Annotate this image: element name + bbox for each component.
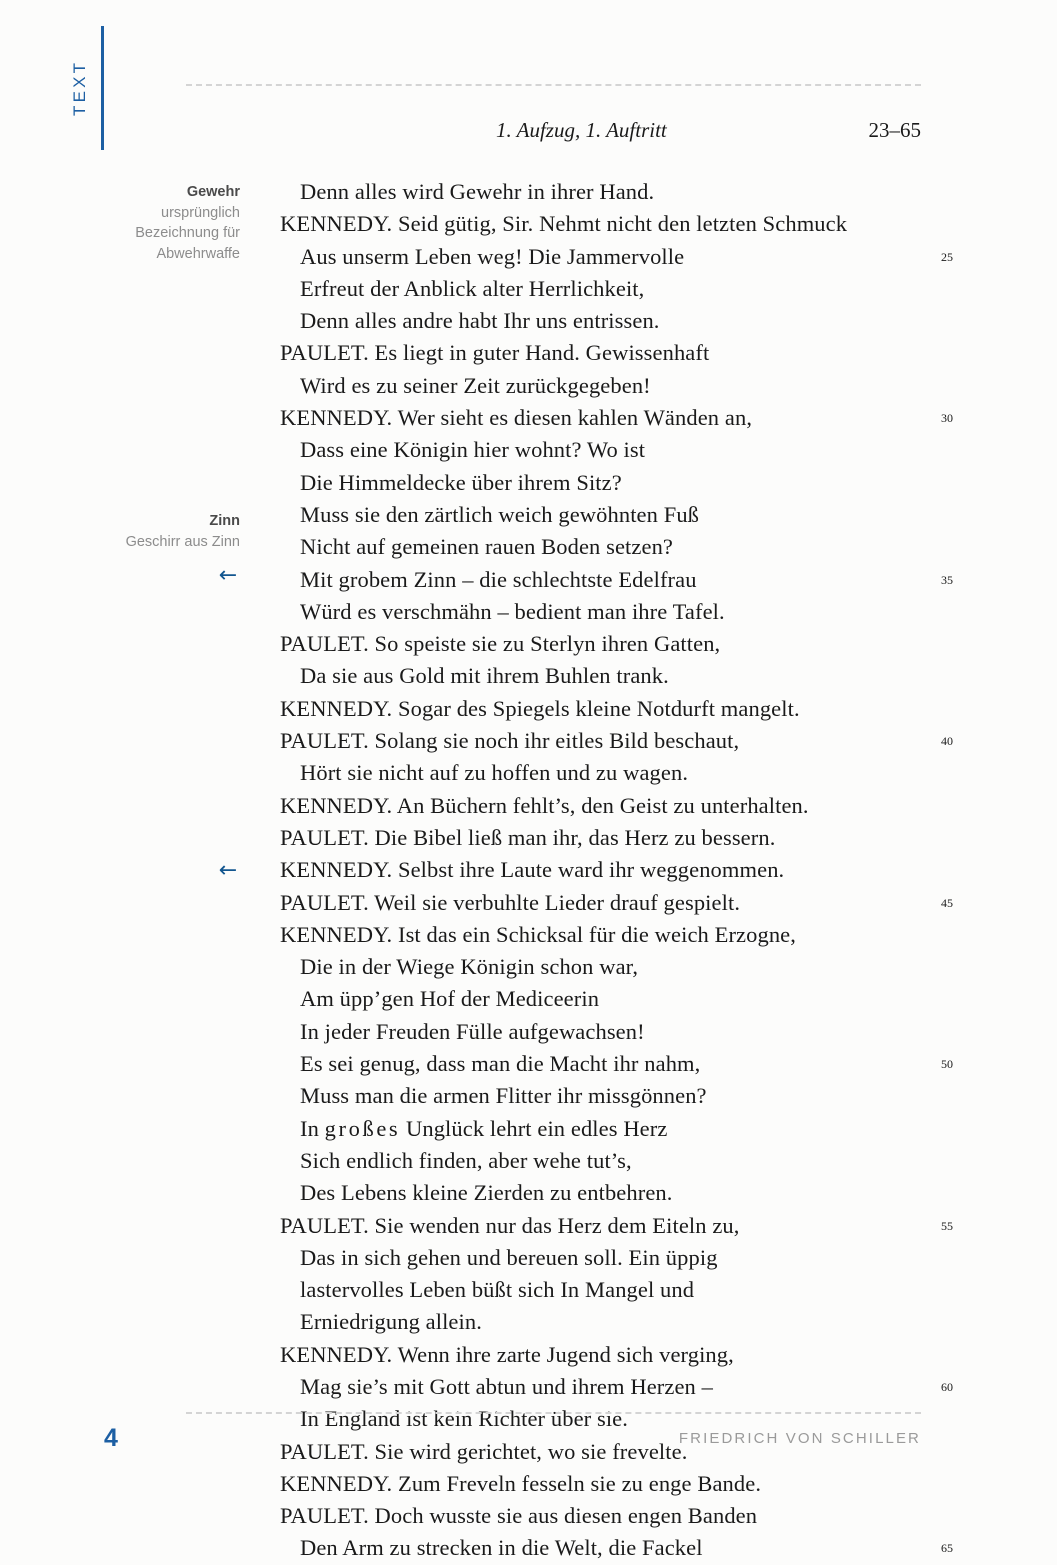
verse-text: Die in der Wiege Königin schon war, — [300, 954, 639, 980]
verse-text: PAULET. Sie wird gerichtet, wo sie frevelte. — [280, 1438, 688, 1464]
section-tab-label: TEXT — [70, 59, 89, 117]
verse-line — [0, 1500, 1057, 1532]
verse-text: Am üpp’gen Hof der Mediceerin — [300, 986, 600, 1012]
verse-line — [0, 1145, 1057, 1177]
verse-text: KENNEDY. An Büchern fehlt’s, den Geist zu unterhalten. — [280, 792, 809, 818]
verse-line — [0, 790, 1057, 822]
verse-line — [0, 854, 1057, 886]
verse-line-number: 40 — [941, 734, 953, 749]
verse-text: KENNEDY. Wenn ihre zarte Jugend sich verging, — [280, 1341, 734, 1367]
verse-text: KENNEDY. Zum Freveln fesseln sie zu enge Bande. — [280, 1470, 762, 1496]
verse-text: Mag sie’s mit Gott abtun und ihrem Herzen – — [300, 1373, 713, 1399]
verse-line — [0, 434, 1057, 466]
verse-line — [0, 822, 1057, 854]
running-head-title: 1. Aufzug, 1. Auftritt — [496, 118, 667, 142]
footer-author: FRIEDRICH VON SCHILLER — [678, 1430, 921, 1447]
verse-line — [0, 305, 1057, 337]
verse-line — [0, 1177, 1057, 1209]
gloss-definition-line: Bezeichnung für — [135, 225, 240, 241]
verse-text: PAULET. Es liegt in guter Hand. Gewissenhaft — [280, 340, 710, 366]
section-tab-rule — [101, 26, 104, 150]
section-tab — [44, 26, 104, 150]
verse-text: Die Himmeldecke über ihrem Sitz? — [300, 469, 622, 495]
verse-line — [0, 273, 1057, 305]
verse-text: Aus unserm Leben weg! Die Jammervolle — [300, 243, 685, 269]
gloss-definition-line: ursprünglich — [161, 204, 240, 221]
running-head — [186, 118, 921, 148]
verse-line — [0, 1113, 1057, 1145]
left-arrow-icon: ← — [218, 858, 238, 883]
verse-text: Muss man die armen Flitter ihr missgönnen? — [300, 1083, 707, 1109]
verse-line — [0, 919, 1057, 951]
verse-line — [0, 1532, 1057, 1564]
verse-line — [0, 596, 1057, 628]
verse-text: PAULET. Die Bibel ließ man ihr, das Herz zu bessern. — [280, 824, 776, 850]
page-number: 4 — [104, 1424, 118, 1452]
verse-text: Würd es verschmähn – bedient man ihre Tafel. — [300, 598, 725, 624]
verse-line — [0, 370, 1057, 402]
verse-line — [0, 693, 1057, 725]
verse-text: PAULET. Solang sie noch ihr eitles Bild beschaut, — [280, 728, 740, 754]
verse-text: Muss sie den zärtlich weich gewöhnten Fuß — [300, 501, 700, 527]
verse-text: Wird es zu seiner Zeit zurückgegeben! — [300, 372, 651, 398]
verse-line — [0, 1048, 1057, 1080]
verse-text: In England ist kein Richter über sie. — [300, 1406, 628, 1432]
gloss-definition-line: Geschirr aus Zinn — [125, 533, 240, 550]
verse-line — [0, 1210, 1057, 1242]
verse-line — [0, 1274, 1057, 1306]
header-divider — [186, 84, 921, 86]
verse-line-number: 60 — [941, 1379, 953, 1394]
verse-text: KENNEDY. Sogar des Spiegels kleine Notdurft mangelt. — [280, 695, 800, 721]
verse-line — [0, 887, 1057, 919]
verse-text: Sich endlich finden, aber wehe tut’s, — [300, 1147, 632, 1173]
verse-text: Mit grobem Zinn – die schlechtste Edelfrau — [300, 566, 697, 592]
verse-line — [0, 402, 1057, 434]
verse-body — [0, 176, 1057, 1565]
running-head-line-range: 23–65 — [868, 118, 921, 142]
verse-line — [0, 725, 1057, 757]
verse-text: In großes Unglück lehrt ein edles Herz — [300, 1115, 668, 1141]
verse-text: Erfreut der Anblick alter Herrlichkeit, — [300, 275, 645, 301]
verse-line — [0, 628, 1057, 660]
verse-line — [0, 1080, 1057, 1112]
verse-text: PAULET. Doch wusste sie aus diesen engen Banden — [280, 1503, 758, 1529]
footer-divider — [186, 1412, 921, 1414]
verse-text: Dass eine Königin hier wohnt? Wo ist — [300, 437, 646, 463]
verse-line-number: 55 — [941, 1218, 953, 1233]
gloss-definition-line: Abwehrwaffe — [156, 245, 240, 262]
verse-text: PAULET. Sie wenden nur das Herz dem Eiteln zu, — [280, 1212, 740, 1238]
verse-text: PAULET. Weil sie verbuhlte Lieder drauf gespielt. — [280, 889, 741, 915]
verse-line — [0, 337, 1057, 369]
verse-line-number: 30 — [941, 411, 953, 426]
verse-line — [0, 564, 1057, 596]
verse-text: Nicht auf gemeinen rauen Boden setzen? — [300, 534, 674, 560]
verse-line-number: 45 — [941, 895, 953, 910]
verse-text: PAULET. So speiste sie zu Sterlyn ihren Gatten, — [280, 631, 721, 657]
verse-line — [0, 208, 1057, 240]
verse-text: Hört sie nicht auf zu hoffen und zu wagen. — [300, 760, 689, 786]
verse-line — [0, 1468, 1057, 1500]
verse-line-number: 65 — [941, 1541, 953, 1556]
verse-text: Des Lebens kleine Zierden zu entbehren. — [300, 1180, 673, 1206]
verse-text: KENNEDY. Seid gütig, Sir. Nehmt nicht den letzten Schmuck — [280, 211, 848, 237]
verse-line — [0, 1016, 1057, 1048]
verse-line — [0, 1371, 1057, 1403]
verse-line — [0, 660, 1057, 692]
verse-line — [0, 983, 1057, 1015]
verse-line — [0, 531, 1057, 563]
verse-line — [0, 951, 1057, 983]
verse-line-number: 35 — [941, 572, 953, 587]
verse-text: lastervolles Leben büßt sich In Mangel und — [300, 1277, 695, 1303]
verse-text: KENNEDY. Ist das ein Schicksal für die weich Erzogne, — [280, 921, 796, 947]
verse-line — [0, 1339, 1057, 1371]
verse-text: Das in sich gehen und bereuen soll. Ein üppig — [300, 1244, 718, 1270]
verse-line — [0, 241, 1057, 273]
verse-line — [0, 1306, 1057, 1338]
verse-text: Erniedrigung allein. — [300, 1309, 482, 1335]
verse-line-number: 25 — [941, 249, 953, 264]
verse-line — [0, 757, 1057, 789]
verse-line — [0, 499, 1057, 531]
verse-line-number: 50 — [941, 1057, 953, 1072]
verse-text: Da sie aus Gold mit ihrem Buhlen trank. — [300, 663, 669, 689]
verse-text: KENNEDY. Selbst ihre Laute ward ihr weggenommen. — [280, 857, 785, 883]
verse-text: Es sei genug, dass man die Macht ihr nahm, — [300, 1051, 701, 1077]
gloss-term: Zinn — [209, 513, 240, 529]
verse-text: Den Arm zu strecken in die Welt, die Fackel — [300, 1535, 703, 1561]
left-arrow-icon: ← — [218, 563, 238, 588]
verse-text: Denn alles andre habt Ihr uns entrissen. — [300, 308, 660, 334]
verse-line — [0, 176, 1057, 208]
verse-text: Denn alles wird Gewehr in ihrer Hand. — [300, 179, 655, 204]
verse-line — [0, 1242, 1057, 1274]
gloss-term: Gewehr — [186, 184, 240, 200]
verse-text: KENNEDY. Wer sieht es diesen kahlen Wänden an, — [280, 405, 753, 431]
verse-line — [0, 467, 1057, 499]
verse-text: In jeder Freuden Fülle aufgewachsen! — [300, 1018, 645, 1044]
emphasised-word: großes — [324, 1115, 401, 1141]
